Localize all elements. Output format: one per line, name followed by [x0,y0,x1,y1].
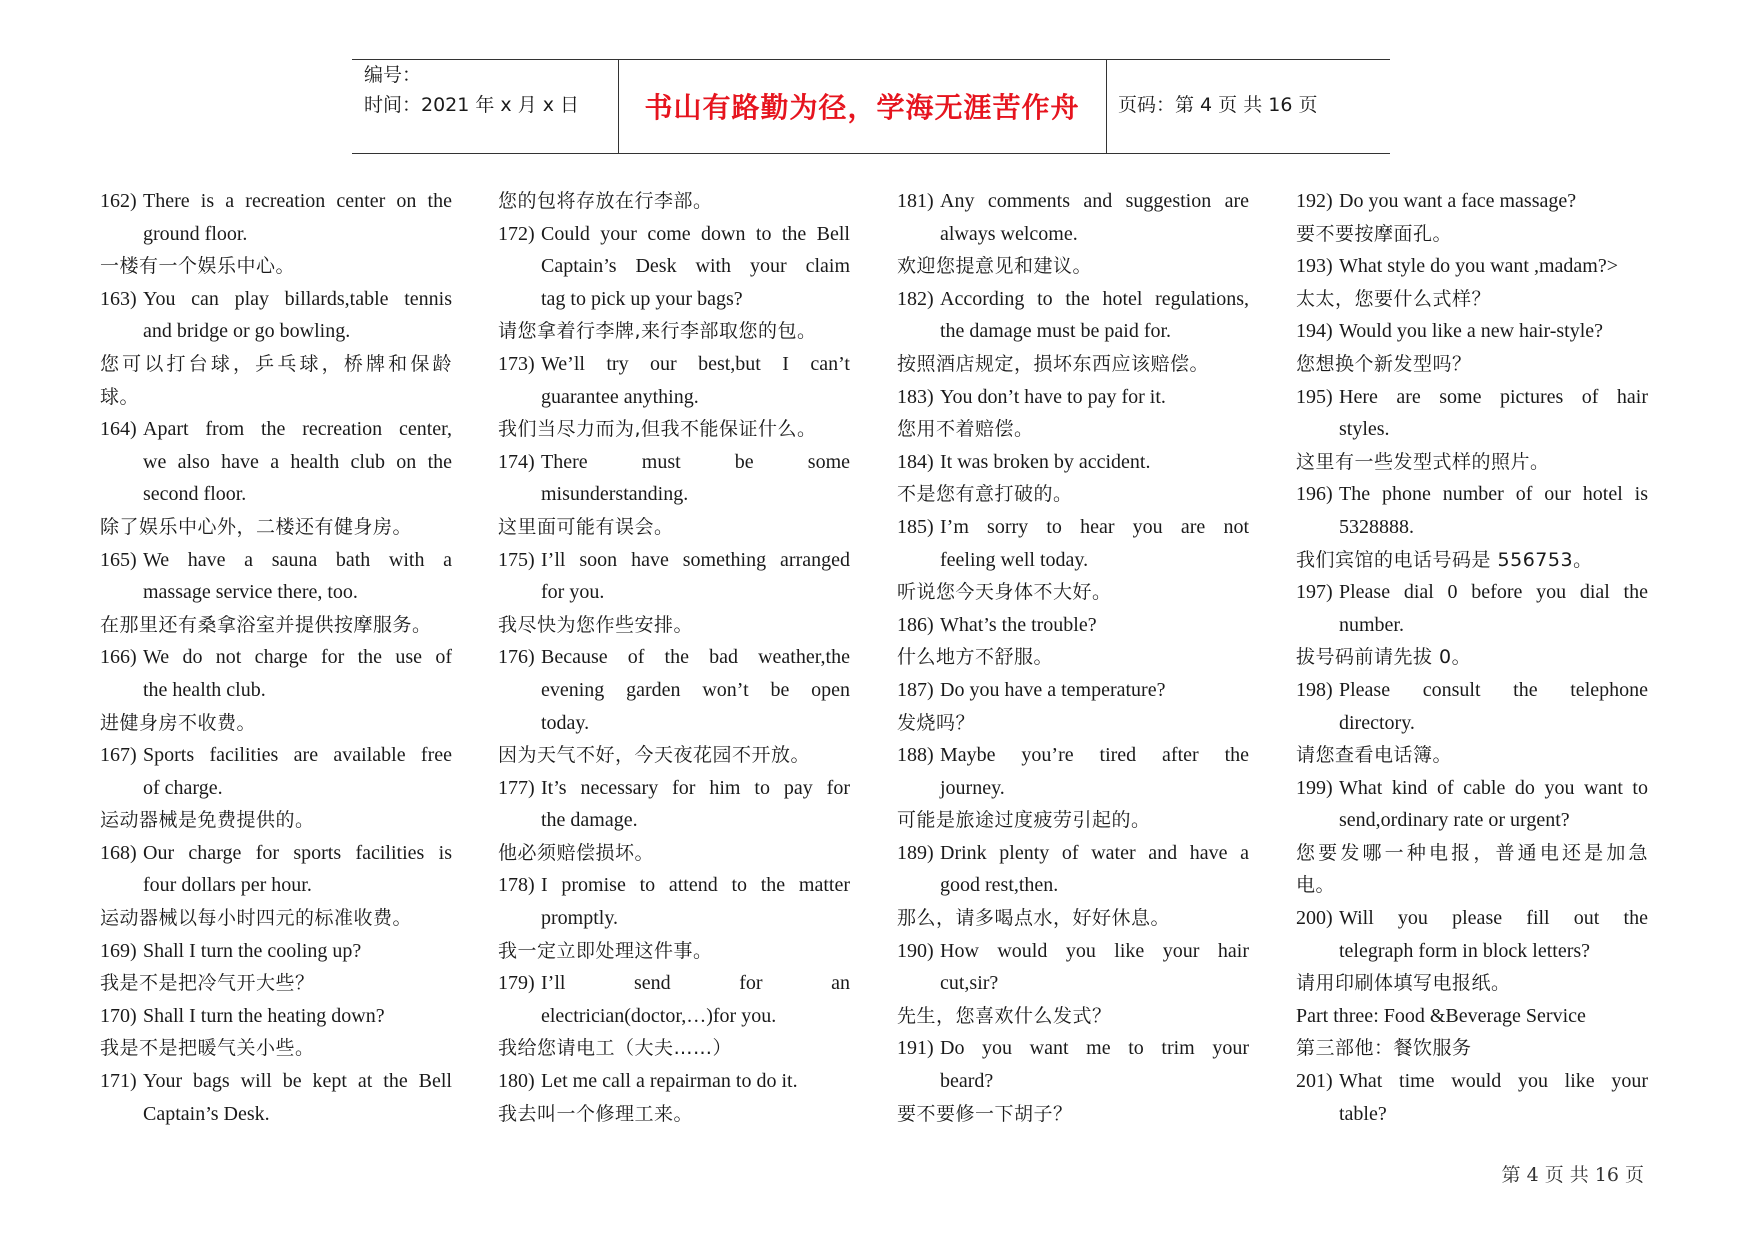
entry-number: 188) [897,744,934,767]
entry-number: 163) [100,287,137,310]
entry-line [100,544,452,577]
entry-number: 197) [1296,581,1333,604]
entry-line [498,446,850,479]
entry-line [1296,381,1648,414]
chinese-translation: 我尽快为您作些安排。 [498,613,694,636]
entry-line [897,446,1249,479]
chinese-translation: 您的包将存放在行李部。 [498,190,713,212]
english-continuation: journey. [940,776,1005,799]
english-sentence: Do you want a face massage? [1339,190,1577,212]
entry-number: 171) [100,1070,137,1093]
english-sentence: Sports facilities are available free [143,744,452,767]
english-sentence: Here are some pictures of hair [1339,385,1648,408]
english-sentence: Will you please fill out the [1339,907,1648,930]
chinese-translation: 您想换个新发型吗？ [1296,352,1472,375]
entry-line [897,739,1249,772]
entry-number: 195) [1296,385,1333,408]
entry-line [1296,772,1648,805]
chinese-translation: 您可以打台球，乒乓球，桥牌和保龄 [100,352,452,375]
text-column-3 [897,185,1249,1130]
page-footer: 第 4 页 共 16 页 [1501,1164,1644,1186]
english-sentence: Shall I turn the cooling up? [143,939,362,962]
english-sentence: I’ll send for an [541,972,850,995]
english-continuation: the damage. [541,809,638,832]
entry-line [498,772,850,805]
entry-number: 200) [1296,907,1333,930]
english-continuation: for you. [541,581,605,604]
english-sentence: We’ll try our best,but I can’t [541,352,850,375]
english-continuation: feeling well today. [940,548,1089,571]
entry-line [100,739,452,772]
entry-number: 180) [498,1070,535,1093]
entry-number: 177) [498,776,535,799]
english-continuation: promptly. [541,907,619,930]
entry-number: 201) [1296,1070,1333,1093]
english-sentence: Please dial 0 before you dial the [1339,581,1648,604]
english-continuation: second floor. [143,483,247,506]
english-continuation: the health club. [143,678,266,701]
english-continuation: directory. [1339,711,1415,734]
english-continuation: beard? [940,1070,994,1093]
entry-line [1296,674,1648,707]
entry-line [1296,576,1648,609]
english-continuation: tag to pick up your bags? [541,287,743,310]
english-continuation: 5328888. [1339,515,1414,538]
chinese-translation: 那么，请多喝点水，好好休息。 [897,907,1171,930]
english-continuation: we also have a health club on the [143,450,452,473]
entry-number: 190) [897,939,934,962]
english-sentence: It was broken by accident. [940,450,1151,473]
english-sentence: What’s the trouble? [940,613,1097,636]
english-sentence: According to the hotel regulations, [940,287,1249,310]
chinese-translation: 请用印刷体填写电报纸。 [1296,972,1511,995]
chinese-translation: 太太，您要什么式样？ [1296,287,1492,310]
english-sentence: What time would you like your [1339,1070,1648,1093]
entry-line [498,641,850,674]
english-sentence: Because of the bad weather,the [541,646,850,669]
header-page-info: 页码：第 4 页 共 16 页 [1118,94,1318,116]
entry-line [100,1065,452,1098]
header-divider-right [1106,59,1107,154]
header-meta [364,60,614,120]
chinese-translation: 运动器械以每小时四元的标准收费。 [100,907,413,930]
document-number-label: 编号： [364,64,422,86]
entry-line [897,1032,1249,1065]
entry-number: 175) [498,548,535,571]
chinese-translation: 除了娱乐中心外，二楼还有健身房。 [100,515,413,538]
entry-line [897,511,1249,544]
chinese-translation: 请您查看电话簿。 [1296,744,1453,767]
chinese-translation: 运动器械是免费提供的。 [100,809,315,832]
english-sentence: What kind of cable do you want to [1339,776,1648,799]
entry-line [498,1065,850,1098]
english-sentence: We do not charge for the use of [143,646,452,669]
chinese-translation: 进健身房不收费。 [100,711,257,734]
chinese-translation: 我一定立即处理这件事。 [498,939,713,962]
entry-number: 178) [498,874,535,897]
entry-line [100,413,452,446]
entry-number: 194) [1296,320,1333,343]
english-sentence: Shall I turn the heating down? [143,1004,385,1027]
english-continuation: evening garden won’t be open [541,678,850,701]
chinese-translation: 您要发哪一种电报，普通电还是加急 [1296,841,1648,864]
english-continuation: number. [1339,613,1404,636]
entry-line [897,935,1249,968]
chinese-translation: 什么地方不舒服。 [897,646,1054,669]
entry-line [100,935,452,968]
entry-number: 193) [1296,255,1333,278]
entry-number: 189) [897,841,934,864]
entry-line [100,283,452,316]
entry-number: 198) [1296,678,1333,701]
chinese-translation: 要不要按摩面孔。 [1296,222,1453,245]
chinese-translation: 球。 [100,385,140,408]
english-continuation: massage service there, too. [143,581,358,604]
english-continuation: of charge. [143,776,223,799]
chinese-translation: 不是您有意打破的。 [897,483,1073,506]
entry-number: 192) [1296,190,1333,212]
english-sentence: I’m sorry to hear you are not [940,515,1249,538]
chinese-translation: 电。 [1296,874,1336,897]
chinese-translation: 请您拿着行李牌,来行李部取您的包。 [498,320,817,343]
chinese-translation: 按照酒店规定，损坏东西应该赔偿。 [897,352,1210,375]
entry-number: 167) [100,744,137,767]
english-continuation: good rest,then. [940,874,1059,897]
entry-line [1296,902,1648,935]
english-continuation: telegraph form in block letters? [1339,939,1591,962]
chinese-translation: 欢迎您提意见和建议。 [897,255,1093,278]
english-sentence: Could your come down to the Bell [541,222,850,245]
english-continuation: today. [541,711,590,734]
entry-line [498,544,850,577]
chinese-translation: 我去叫一个修理工来。 [498,1102,694,1125]
chinese-translation: 他必须赔偿损坏。 [498,841,655,864]
chinese-translation: 要不要修一下胡子？ [897,1102,1073,1125]
chinese-translation: 我们宾馆的电话号码是 556753。 [1296,548,1593,571]
english-continuation: ground floor. [143,222,248,245]
entry-line [100,185,452,218]
entry-number: 174) [498,450,535,473]
chinese-translation: 您用不着赔偿。 [897,418,1034,441]
entry-number: 164) [100,418,137,441]
english-continuation: four dollars per hour. [143,874,312,897]
english-continuation: styles. [1339,418,1390,441]
english-continuation: Captain’s Desk with your claim [541,255,850,278]
english-sentence: We have a sauna bath with a [143,548,452,571]
chinese-translation: 因为天气不好，今天夜花园不开放。 [498,744,811,767]
text-column-4 [1296,185,1648,1130]
english-continuation: Captain’s Desk. [143,1102,270,1125]
chinese-translation: 我们当尽力而为,但我不能保证什么。 [498,418,817,441]
entry-number: 172) [498,222,535,245]
entry-number: 166) [100,646,137,669]
entry-number: 183) [897,385,934,408]
english-continuation: cut,sir? [940,972,999,995]
entry-line [897,837,1249,870]
english-continuation: guarantee anything. [541,385,699,408]
chinese-translation: 发烧吗？ [897,711,976,734]
chinese-translation: 在那里还有桑拿浴室并提供按摩服务。 [100,613,432,636]
english-continuation: misunderstanding. [541,483,689,506]
chinese-translation: 一楼有一个娱乐中心。 [100,255,296,278]
english-sentence: Your bags will be kept at the Bell [143,1070,452,1093]
entry-line [897,185,1249,218]
entry-number: 173) [498,352,535,375]
entry-number: 169) [100,939,137,962]
chinese-translation: 第三部他：餐饮服务 [1296,1037,1472,1060]
entry-number: 162) [100,190,137,212]
entry-line [1296,315,1648,348]
text-column-2 [498,185,850,1130]
entry-line [100,1000,452,1033]
english-sentence: The phone number of our hotel is [1339,483,1648,506]
english-sentence: There must be some [541,450,850,473]
chinese-translation: 先生，您喜欢什么发式？ [897,1004,1112,1027]
entry-number: 179) [498,972,535,995]
english-sentence: I promise to attend to the matter [541,874,850,897]
chinese-translation: 这里面可能有误会。 [498,515,674,538]
entry-line [498,218,850,251]
english-sentence: Apart from the recreation center, [143,418,452,441]
english-sentence: It’s necessary for him to pay for [541,776,850,799]
english-sentence: Do you have a temperature? [940,678,1166,701]
english-sentence: How would you like your hair [940,939,1249,962]
english-continuation: electrician(doctor,…)for you. [541,1004,777,1027]
entry-number: 168) [100,841,137,864]
entry-number: 181) [897,190,934,212]
english-sentence: Please consult the telephone [1339,678,1648,701]
header-motto: 书山有路勤为径，学海无涯苦作舟 [644,91,1080,124]
english-continuation: the damage must be paid for. [940,320,1172,343]
english-continuation: and bridge or go bowling. [143,320,351,343]
chinese-translation: 听说您今天身体不大好。 [897,581,1112,604]
entry-line [100,641,452,674]
entry-number: 186) [897,613,934,636]
english-sentence: Would you like a new hair-style? [1339,320,1604,343]
entry-line [1296,250,1648,283]
english-sentence: Our charge for sports facilities is [143,841,452,864]
entry-line [498,967,850,1000]
entry-line [100,837,452,870]
entry-line [1296,478,1648,511]
english-sentence: Maybe you’re tired after the [940,744,1249,767]
chinese-translation: 可能是旅途过度疲劳引起的。 [897,809,1151,832]
english-sentence: There is a recreation center on the [143,190,452,212]
english-sentence: Let me call a repairman to do it. [541,1070,798,1093]
chinese-translation: 我是不是把暖气关小些。 [100,1037,315,1060]
entry-line [498,869,850,902]
english-continuation: table? [1339,1102,1387,1125]
entry-number: 199) [1296,776,1333,799]
entry-line [1296,185,1648,218]
entry-line [897,609,1249,642]
english-sentence: Do you want me to trim your [940,1037,1249,1060]
chinese-translation: 拔号码前请先拔 0。 [1296,646,1472,669]
chinese-translation: 这里有一些发型式样的照片。 [1296,450,1550,473]
entry-number: 170) [100,1004,137,1027]
entry-number: 182) [897,287,934,310]
entry-number: 165) [100,548,137,571]
entry-line [897,381,1249,414]
entry-number: 191) [897,1037,934,1060]
entry-line [897,283,1249,316]
entry-number: 184) [897,450,934,473]
entry-number: 185) [897,515,934,538]
english-sentence: You don’t have to pay for it. [940,385,1166,408]
english-sentence: I’ll soon have something arranged [541,548,850,571]
section-heading: Part three: Food &Beverage Service [1296,1004,1586,1027]
english-sentence: Any comments and suggestion are [940,190,1249,212]
chinese-translation: 我是不是把冷气开大些？ [100,972,315,995]
english-continuation: send,ordinary rate or urgent? [1339,809,1570,832]
entry-line [498,348,850,381]
document-date: 时间：2021 年 x 月 x 日 [364,94,580,116]
english-sentence: Drink plenty of water and have a [940,841,1249,864]
english-sentence: What style do you want ,madam?> [1339,255,1618,278]
entry-number: 176) [498,646,535,669]
entry-line [1296,1065,1648,1098]
entry-number: 187) [897,678,934,701]
english-sentence: You can play billards,table tennis [143,287,452,310]
english-continuation: always welcome. [940,222,1078,245]
entry-line [897,674,1249,707]
chinese-translation: 我给您请电工（大夫……） [498,1037,733,1060]
text-column-1 [100,185,452,1130]
header-bottom-rule [352,153,1390,154]
entry-number: 196) [1296,483,1333,506]
